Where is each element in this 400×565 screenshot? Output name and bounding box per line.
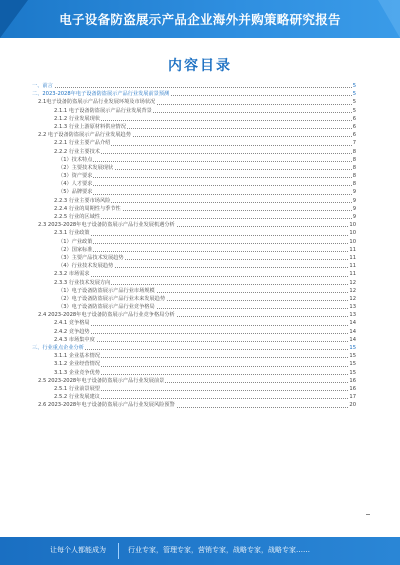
toc-entry-title: （4）行业技术发展趋势 [32, 263, 114, 269]
toc-entry-title: 一、前言 [32, 83, 53, 89]
toc-entry[interactable] [32, 311, 356, 319]
toc-entry[interactable] [32, 360, 356, 368]
toc-entry-page: 16 [349, 377, 356, 384]
toc-entry-page: 6 [352, 123, 356, 130]
toc-entry-title: 2.2.2 行业主要技术 [32, 149, 101, 155]
toc-entry-title: 2.2 电子设备防盗展示产品行业发展趋势 [32, 132, 132, 138]
toc-entry-title: （1）产业政策 [32, 239, 93, 245]
toc-entry-page: 16 [349, 385, 356, 392]
toc-entry[interactable] [32, 205, 356, 213]
toc-entry[interactable] [32, 164, 356, 172]
toc-entry-page: 17 [349, 394, 356, 401]
toc-entry-page: 14 [349, 320, 356, 327]
toc-entry[interactable] [32, 270, 356, 278]
toc-entry[interactable] [32, 344, 356, 352]
toc-entry-title: 2.2.5 行业的区域性 [32, 214, 101, 220]
toc-entry-page: 20 [349, 402, 356, 409]
toc-entry[interactable] [32, 385, 356, 393]
toc-entry[interactable] [32, 254, 356, 262]
toc-entry[interactable] [32, 197, 356, 205]
toc-entry-title: 2.1.3 行业上游原材料供应情况 [32, 124, 127, 130]
toc-entry-title: 2.4.2 竞争趋势 [32, 329, 91, 335]
toc-entry-title: 2.3.2 市场需求 [32, 271, 91, 277]
toc-entry-page: 10 [349, 230, 356, 237]
toc-entry-page: 5 [352, 91, 356, 98]
toc-entry-title: 3.1.1 企业基本情况 [32, 353, 101, 359]
toc-entry-page: 7 [352, 140, 356, 147]
toc-entry-page: 11 [349, 246, 356, 253]
toc-entry[interactable] [32, 401, 356, 409]
table-of-contents [32, 82, 356, 410]
toc-entry[interactable] [32, 156, 356, 164]
footer-slogan: 让每个人都能成为 [50, 546, 106, 554]
toc-entry-page: 8 [352, 164, 356, 171]
toc-entry[interactable] [32, 287, 356, 295]
toc-entry[interactable] [32, 82, 356, 90]
toc-entry-page: 5 [352, 83, 356, 89]
toc-entry-page: 12 [349, 279, 356, 286]
toc-entry-page: 11 [349, 263, 356, 270]
toc-entry-title: （2）电子设备防盗展示产品行业未来发展趋势 [32, 296, 166, 302]
toc-entry[interactable] [32, 229, 356, 237]
toc-entry[interactable] [32, 172, 356, 180]
toc-entry[interactable] [32, 188, 356, 196]
toc-entry-title: 2.4.1 竞争格局 [32, 320, 91, 326]
toc-entry-page: 8 [352, 181, 356, 188]
toc-entry[interactable] [32, 246, 356, 254]
toc-entry-title: （2）主要技术发展现状 [32, 165, 114, 171]
toc-entry[interactable] [32, 303, 356, 311]
toc-entry-page: 8 [352, 148, 356, 155]
toc-entry-title: （3）电子设备防盗展示产品行业竞争格局 [32, 304, 156, 310]
toc-entry-page: 8 [352, 173, 356, 180]
toc-entry-title: 2.3.3 行业技术发展方向 [32, 280, 111, 286]
toc-entry-title: 2.5.1 行业前景展望 [32, 386, 101, 392]
toc-entry[interactable] [32, 213, 356, 221]
toc-entry[interactable] [32, 369, 356, 377]
toc-entry[interactable] [32, 139, 356, 147]
toc-heading: 内容目录 [168, 58, 232, 74]
toc-entry-title: 2.1.1 电子设备防盗展示产品行业发展背景 [32, 108, 153, 114]
toc-entry[interactable] [32, 123, 356, 131]
toc-entry-page: 13 [349, 312, 356, 319]
toc-entry-title: 2.2.3 行业主要市场风险 [32, 198, 111, 204]
toc-entry-title: 2.2.1 行业主要产品介绍 [32, 140, 111, 146]
toc-entry-page: 9 [352, 205, 356, 212]
toc-entry[interactable] [32, 238, 356, 246]
toc-entry[interactable] [32, 98, 356, 106]
toc-entry[interactable] [32, 319, 356, 327]
toc-entry-title: 2.3 2023-2028年电子设备防盗展示产品行业发展机遇分析 [32, 222, 176, 228]
toc-entry[interactable] [32, 328, 356, 336]
report-title: 电子设备防盗展示产品企业海外并购策略研究报告 [59, 12, 341, 27]
toc-entry-page: 15 [349, 369, 356, 376]
toc-entry[interactable] [32, 262, 356, 270]
toc-entry-page: 10 [349, 238, 356, 245]
toc-entry-title: （4）人才要求 [32, 181, 93, 187]
toc-entry-page: 9 [352, 189, 356, 196]
toc-entry-page: 15 [349, 345, 356, 351]
toc-entry-page: 14 [349, 336, 356, 343]
toc-entry[interactable] [32, 115, 356, 123]
toc-entry[interactable] [32, 377, 356, 385]
page-mark [366, 514, 370, 515]
toc-entry-page: 11 [349, 271, 356, 278]
toc-entry-page: 15 [349, 361, 356, 368]
footer-banner [0, 537, 400, 565]
toc-leader-dots [32, 87, 356, 88]
toc-entry-page: 6 [352, 132, 356, 139]
toc-entry[interactable] [32, 393, 356, 401]
toc-entry-title: 2.1.2 行业发展现状 [32, 116, 101, 122]
toc-entry-title: 三、行业重点企业分析 [32, 345, 84, 351]
toc-entry[interactable] [32, 336, 356, 344]
toc-entry[interactable] [32, 221, 356, 229]
toc-entry-title: 2.5.2 行业发展建议 [32, 394, 101, 400]
toc-entry[interactable] [32, 352, 356, 360]
toc-entry[interactable] [32, 107, 356, 115]
toc-entry-page: 5 [352, 99, 356, 106]
report-header [0, 0, 400, 38]
toc-entry-page: 5 [352, 107, 356, 114]
toc-entry[interactable] [32, 148, 356, 156]
toc-entry[interactable] [32, 279, 356, 287]
toc-entry-title: 2.4 2023-2028年电子设备防盗展示产品行业竞争格局分析 [32, 312, 176, 318]
toc-entry-title: （5）品牌要求 [32, 189, 93, 195]
toc-entry[interactable] [32, 295, 356, 303]
toc-entry-page: 10 [349, 222, 356, 229]
toc-entry-page: 12 [349, 295, 356, 302]
toc-entry-page: 15 [349, 353, 356, 360]
toc-entry-title: （1）技术特点 [32, 157, 93, 163]
toc-entry-title: 二、2023-2028年电子设备防盗展示产品行业发展前景预测 [32, 91, 170, 98]
toc-entry-page: 12 [349, 287, 356, 294]
toc-entry-title: 2.4.3 市场集中度 [32, 337, 96, 343]
toc-entry-title: （2）国家标准 [32, 247, 93, 253]
toc-entry-title: （3）资产要求 [32, 173, 93, 179]
toc-entry-title: （1）电子设备防盗展示产品行业市场规模 [32, 288, 156, 294]
toc-entry-page: 14 [349, 328, 356, 335]
toc-entry[interactable] [32, 90, 356, 98]
toc-entry-title: 2.5 2023-2028年电子设备防盗展示产品行业发展前景 [32, 378, 165, 384]
toc-entry-title: 3.1.2 企业经营情况 [32, 361, 101, 367]
toc-entry-title: 2.2.4 行业的周期性与季节性 [32, 206, 122, 212]
toc-entry[interactable] [32, 180, 356, 188]
toc-entry-page: 6 [352, 115, 356, 122]
toc-entry-title: 2.3.1 行业政策 [32, 230, 91, 236]
footer-tagline: 行业专家，管理专家，营销专家，战略专家，战略专家…… [128, 546, 310, 554]
toc-entry-page: 9 [352, 197, 356, 204]
toc-entry-page: 11 [349, 254, 356, 261]
footer-divider [118, 543, 119, 559]
toc-entry-title: 2.6 2023-2028年电子设备防盗展示产品行业发展风险预警 [32, 402, 176, 408]
toc-entry-title: 3.1.3 企业竞争优势 [32, 370, 101, 376]
toc-entry[interactable] [32, 131, 356, 139]
toc-entry-page: 8 [352, 156, 356, 163]
toc-entry-title: 2.1电子设备防盗展示产品行业发展环境及市场状况 [32, 99, 156, 105]
toc-entry-page: 13 [349, 304, 356, 311]
toc-entry-title: （3）主要产品技术发展趋势 [32, 255, 125, 261]
toc-entry-page: 9 [352, 214, 356, 220]
